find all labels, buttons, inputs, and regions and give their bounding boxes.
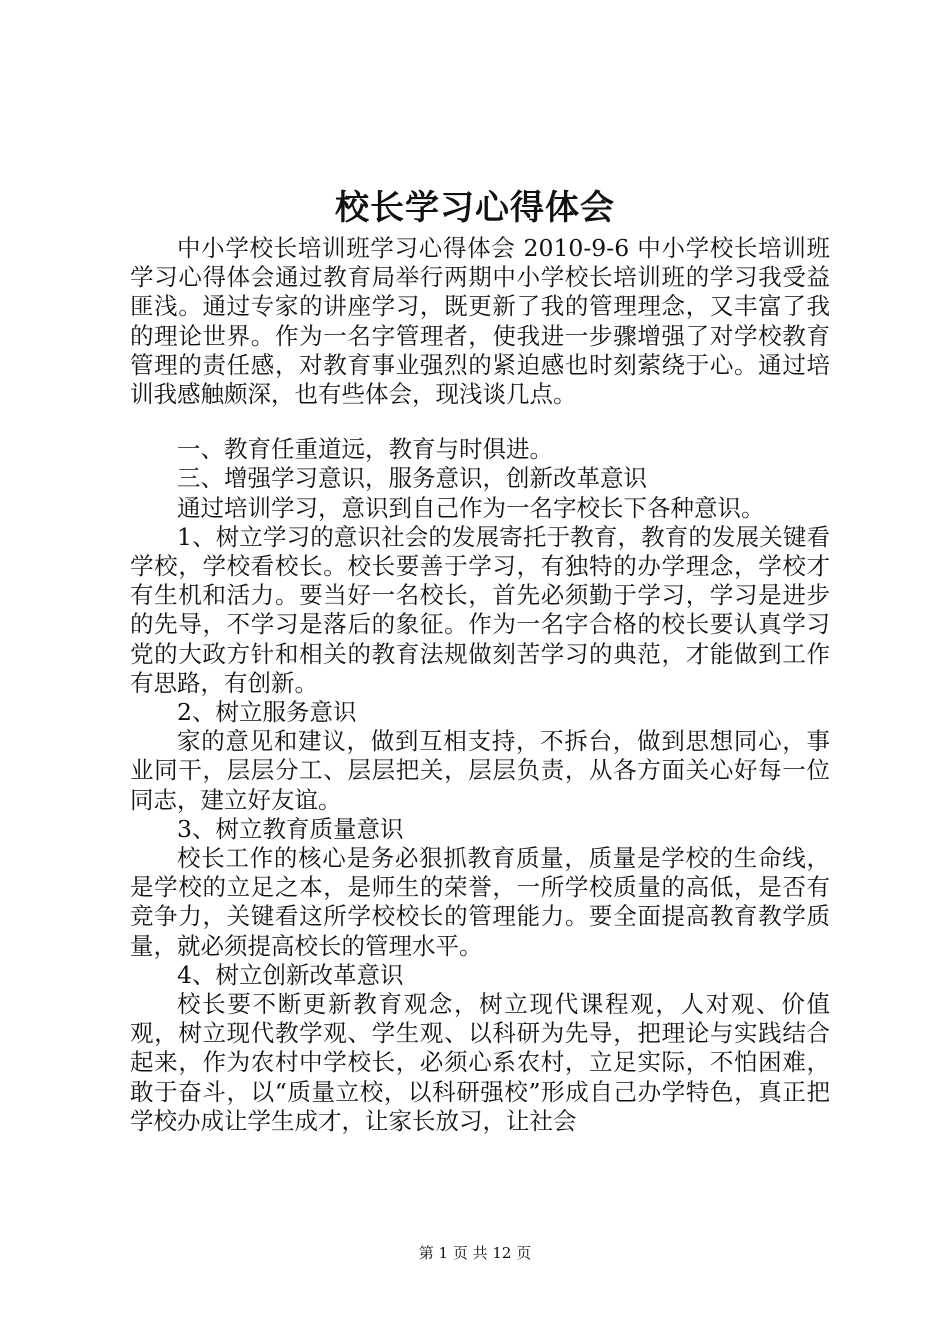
paragraph-innovation: 校长要不断更新教育观念，树立现代课程观，人对观、价值观，树立现代教学观、学生观、以科研为先导，把理论与实践结合起来，作为农村中学校长，必须心系农村，立足实际，不怕困难，敢于奋斗，以“质量立校，以科研强校”形成自己办学特色，真正把学校办成让学生成才，让家长放习，让社会 [130,990,830,1135]
paragraph-quality: 校长工作的核心是务必狠抓教育质量，质量是学校的生命线，是学校的立足之本，是师生的荣誉，一所学校质量的高低，是否有竞争力，关键看这所学校校长的管理能力。要全面提高教育教学质量，就必须提高校长的管理水平。 [130,844,830,960]
paragraph-learning: 1、树立学习的意识社会的发展寄托于教育，教育的发展关键看学校，学校看校长。校长要善于学习，有独特的办学理念，学校才有生机和活力。要当好一名校长，首先必须勤于学习，学习是进步的先导，不学习是落后的象征。作为一名字合格的校长要认真学习党的大政方针和相关的教育法规做刻苦学习的典范，才能做到工作有思路，有创新。 [130,522,830,697]
subheading-service: 2、树立服务意识 [177,698,357,727]
document-body [130,234,830,1136]
paragraph-service: 家的意见和建议，做到互相支持，不拆台，做到思想同心，事业同干，层层分工、层层把关，层层负责，从各方面关心好每一位同志，建立好友谊。 [130,727,830,814]
subheading-quality: 3、树立教育质量意识 [177,814,404,843]
paragraph-awareness: 通过培训学习，意识到自己作为一名字校长下各种意识。 [177,493,765,522]
page-number-footer: 第 1 页 共 12 页 [418,1244,532,1262]
paragraph-intro: 中小学校长培训班学习心得体会 2010-9-6 中小学校长培训班学习心得体会通过教育局举行两期中小学校长培训班的学习我受益匪浅。通过专家的讲座学习，既更新了我的管理理念，又丰富了我的理论世界。作为一名字管理者，使我进一步骤增强了对学校教育管理的责任感，对教育事业强烈的紧迫感也时刻萦绕于心。通过培训我感触颇深，也有些体会，现浅谈几点。 [130,234,830,409]
section-heading-three: 三、增强学习意识，服务意识，创新改革意识 [177,464,647,493]
subheading-innovation: 4、树立创新改革意识 [177,960,404,989]
document-title: 校长学习心得体会 [335,188,615,228]
section-heading-one: 一、教育任重道远，教育与时俱进。 [177,435,553,464]
